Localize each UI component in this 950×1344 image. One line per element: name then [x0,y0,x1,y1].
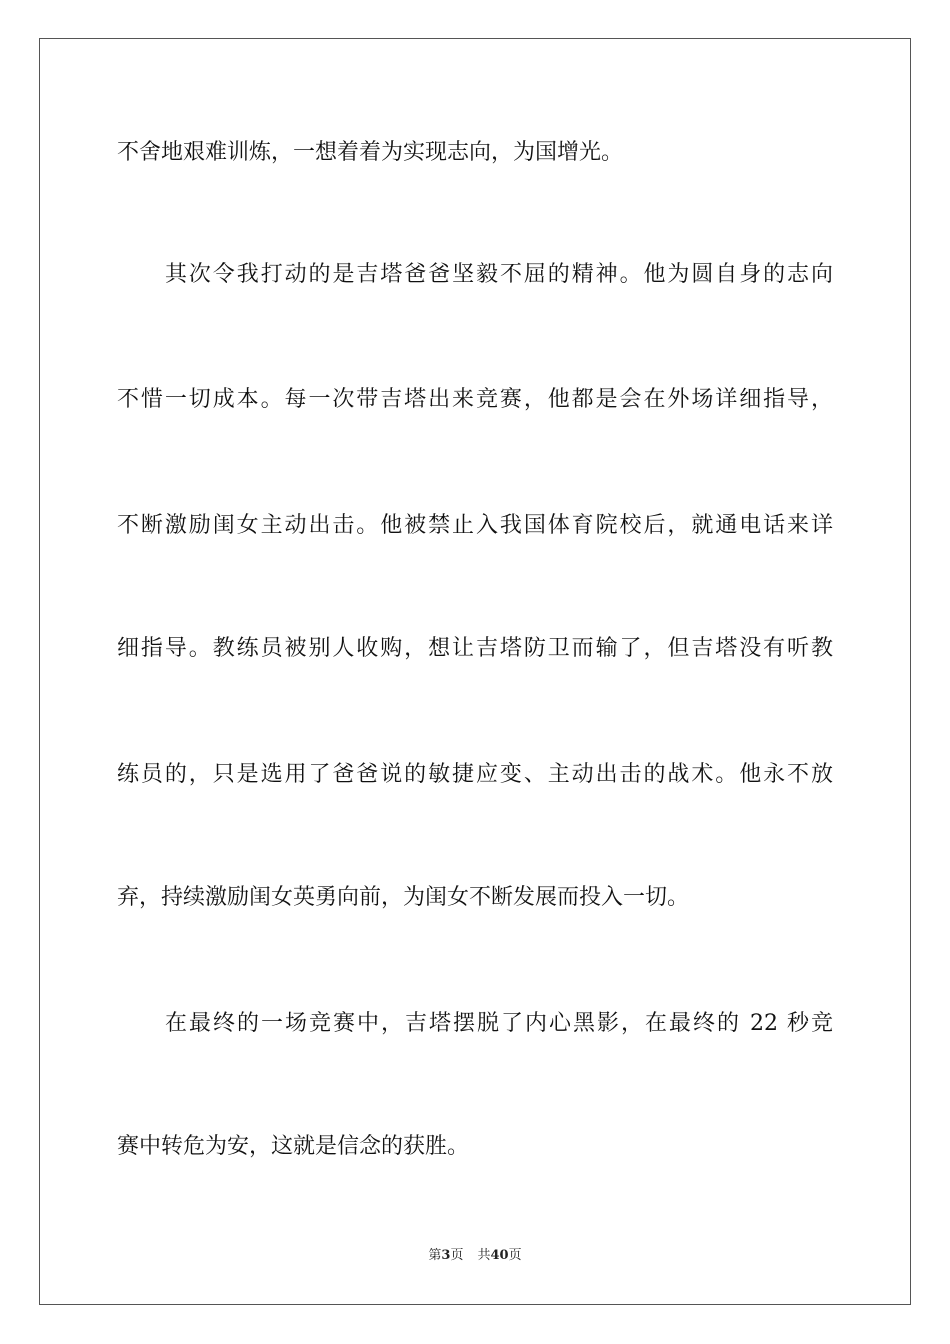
total-suffix: 页 [508,1248,522,1263]
text-line-2: 其次令我打动的是吉塔爸爸坚毅不屈的精神。他为圆自身的志向 [165,262,833,287]
page-prefix: 第 [428,1248,442,1263]
text-line-4: 不断激励闺女主动出击。他被禁止入我国体育院校后，就通电话来详 [117,513,833,538]
text-line-8: 在最终的一场竞赛中，吉塔摆脱了内心黑影，在最终的 22 秒竞 [165,1011,833,1036]
total-prefix: 共 [477,1248,491,1263]
text-line-9: 赛中转危为安，这就是信念的获胜。 [117,1134,470,1159]
page-footer [0,1247,950,1265]
text-line-5: 细指导。教练员被别人收购，想让吉塔防卫而输了，但吉塔没有听教 [117,636,833,661]
text-line-6: 练员的，只是选用了爸爸说的敏捷应变、主动出击的战术。他永不放 [117,762,833,787]
text-line-1: 不舍地艰难训炼，一想着着为实现志向，为国增光。 [117,140,624,165]
page-border [39,38,911,1305]
total-pages: 40 [490,1248,509,1263]
text-line-3: 不惜一切成本。每一次带吉塔出来竞赛，他都是会在外场详细指导， [117,387,833,412]
page-suffix: 页 [450,1248,464,1263]
text-line-7: 弃，持续激励闺女英勇向前，为闺女不断发展而投入一切。 [117,885,690,910]
page-current: 3 [441,1248,451,1263]
